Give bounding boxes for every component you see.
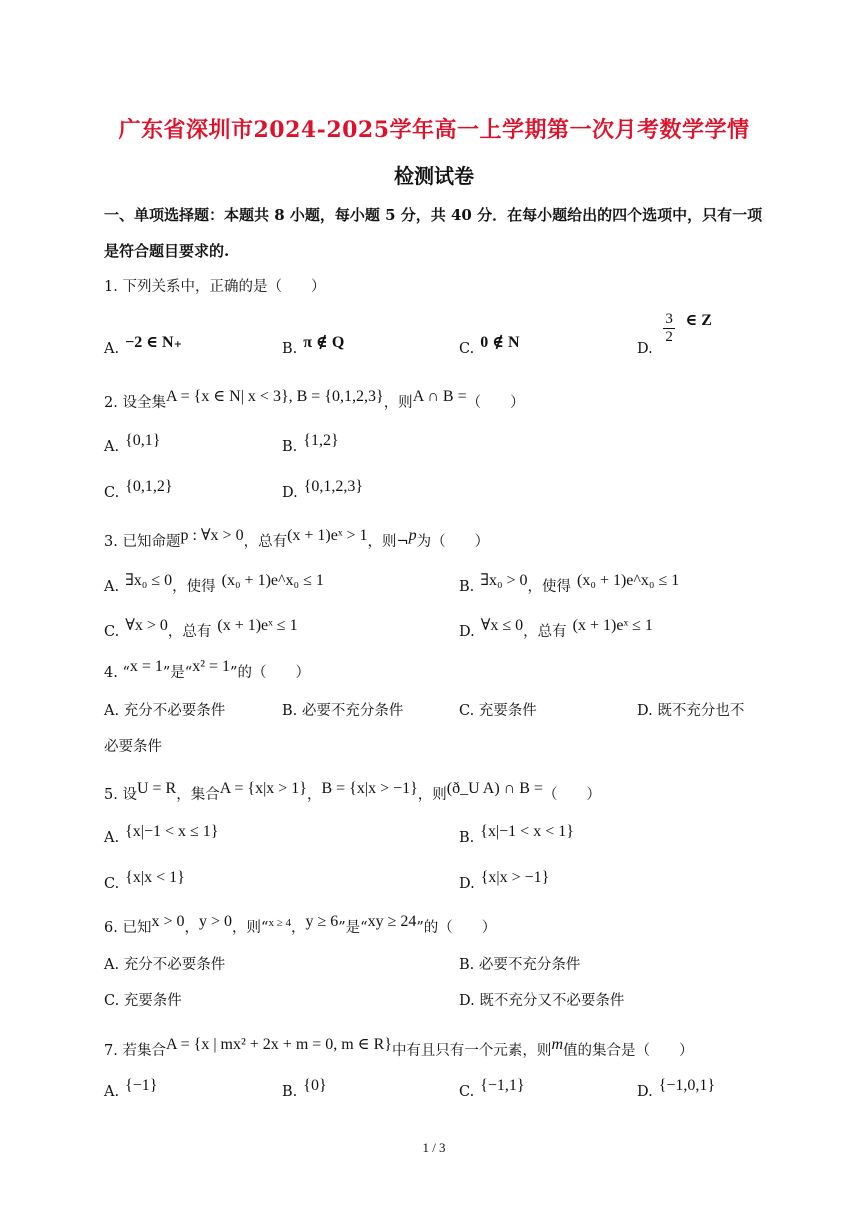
q1-option-b <box>282 334 345 358</box>
q7-option-c: C. {−1,1} <box>459 1077 525 1100</box>
q4-option-b: B. 必要不充分条件 <box>282 703 404 719</box>
document-title: 广东省深圳市2024-2025学年高一上学期第一次月考数学学情 <box>118 117 750 143</box>
option-math: ∈ Z <box>685 311 712 329</box>
q5-option-b: B. {x|−1 < x < 1} <box>459 823 574 846</box>
question-5-stem: 5. 设U = R，集合A = {x|x > 1}，B = {x|x > −1}，则(ð_U A) ∩ B =（ ） <box>104 780 601 803</box>
q5-option-a: A. {x|−1 < x ≤ 1} <box>104 823 219 846</box>
option-label: A. <box>104 341 120 357</box>
q7-option-d: D. {−1,0,1} <box>637 1077 716 1100</box>
q5-option-c: C. {x|x < 1} <box>104 869 185 892</box>
fraction: $\frac{3}{2}$ <box>665 311 673 345</box>
question-7-stem: 7. 若集合A = {x | mx² + 2x + m = 0, m ∈ R}中有且只有一个元素，则m值的集合是（ ） <box>104 1036 694 1059</box>
q6-option-c: C. 充要条件 <box>104 993 182 1009</box>
set-definition: A = {x ∈ N| x < 3}, B = {0,1,2,3} <box>165 388 384 405</box>
option-math: π ∉ Q <box>303 334 345 351</box>
section-heading-line1: 一、单项选择题：本题共 8 小题，每小题 5 分，共 40 分．在每小题给出的四个选项中，只有一项 <box>104 206 763 224</box>
q2-option-c: C. {0,1,2} <box>104 478 173 501</box>
option-math: 0 ∉ N <box>480 334 520 351</box>
option-label: C. <box>459 341 475 357</box>
q4-option-d: D. 既不充分也不 <box>637 703 745 719</box>
question-3-stem: 3. 已知命题p : ∀x > 0，总有(x + 1)eˣ > 1，则¬p为（ ） <box>104 527 490 550</box>
q2-option-d: D. {0,1,2,3} <box>282 478 364 501</box>
q6-option-b: B. 必要不充分条件 <box>459 957 581 973</box>
q4-option-c: C. 充要条件 <box>459 703 537 719</box>
question-2-stem: 2. 设全集A = {x ∈ N| x < 3}, B = {0,1,2,3}，则A ∩ B =（ ） <box>104 388 525 411</box>
intersection-expr: A ∩ B = <box>412 388 467 405</box>
q4-option-a: A. 充分不必要条件 <box>104 703 226 719</box>
q6-option-a: A. 充分不必要条件 <box>104 957 226 973</box>
q7-option-b: B. {0} <box>282 1077 327 1100</box>
section-heading-line2: 是符合题目要求的. <box>104 242 230 260</box>
q1-option-c <box>459 334 520 358</box>
q1-option-a <box>104 334 183 358</box>
q2-option-a: A. {0,1} <box>104 432 161 455</box>
q3-option-a: A. ∃x₀ ≤ 0，使得 (x₀ + 1)e^x₀ ≤ 1 <box>104 572 324 595</box>
document-subtitle: 检测试卷 <box>394 164 474 188</box>
question-4-stem: 4. “x = 1”是“x² = 1”的（ ） <box>104 658 310 681</box>
question-1-stem: 1. 下列关系中，正确的是（ ） <box>104 279 326 295</box>
q1-option-d <box>637 311 712 357</box>
page-number: 1 / 3 <box>422 1140 446 1155</box>
q5-option-d: D. {x|x > −1} <box>459 869 550 892</box>
q3-option-c: C. ∀x > 0，总有 (x + 1)eˣ ≤ 1 <box>104 617 298 640</box>
q6-option-d: D. 既不充分又不必要条件 <box>459 993 625 1009</box>
option-label: B. <box>282 341 298 357</box>
option-math: −2 ∈ N₊ <box>125 334 183 351</box>
question-6-stem: 6. 已知x > 0，y > 0，则“$^{x \ge 4}$，y ≥ 6”是“xy ≥ 24”的（ ） <box>104 913 497 936</box>
section-heading <box>104 197 764 269</box>
q3-option-d: D. ∀x ≤ 0，总有 (x + 1)eˣ ≤ 1 <box>459 617 653 640</box>
q2-option-b: B. {1,2} <box>282 432 339 455</box>
q3-option-b: B. ∃x₀ > 0，使得 (x₀ + 1)e^x₀ ≤ 1 <box>459 572 680 595</box>
option-label: D. <box>637 340 653 357</box>
q4-option-d-continued: 必要条件 <box>104 739 162 755</box>
q7-option-a: A. {−1} <box>104 1077 158 1100</box>
